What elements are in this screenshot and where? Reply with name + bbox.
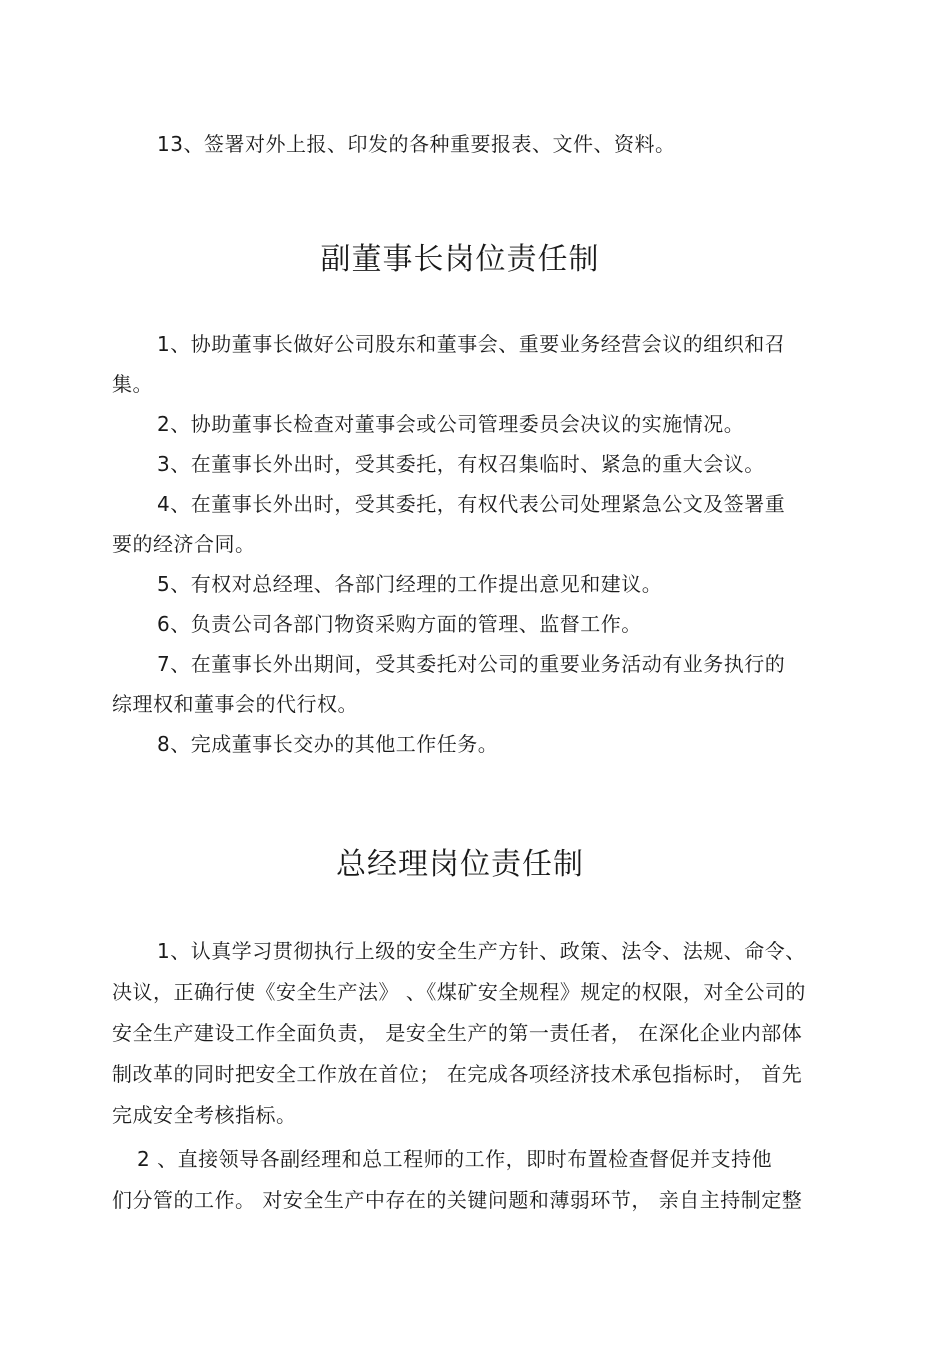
section1-line-9: 7、在董事长外出期间，受其委托对公司的重要业务活动有业务执行的 — [157, 652, 786, 676]
section2-line-7: 们分管的工作。 对安全生产中存在的关键问题和薄弱环节， 亲自主持制定整 — [112, 1188, 803, 1212]
section1-line-11: 8、完成董事长交办的其他工作任务。 — [157, 732, 499, 756]
section1-line-2: 集。 — [112, 372, 153, 396]
section1-line-7: 5、有权对总经理、各部门经理的工作提出意见和建议。 — [157, 572, 663, 596]
section1-line-5: 4、在董事长外出时，受其委托，有权代表公司处理紧急公文及签署重 — [157, 492, 786, 516]
section-title-general-manager: 总经理岗位责任制 — [336, 847, 584, 882]
section2-line-6: 2 、直接领导各副经理和总工程师的工作，即时布置检查督促并支持他 — [137, 1147, 773, 1171]
section1-line-3: 2、协助董事长检查对董事会或公司管理委员会决议的实施情况。 — [157, 412, 745, 436]
section2-line-2: 决议，正确行使《安全生产法》 、《煤矿安全规程》规定的权限，对全公司的 — [112, 980, 806, 1004]
section1-line-1: 1、协助董事长做好公司股东和董事会、重要业务经营会议的组织和召 — [157, 332, 786, 356]
section1-line-10: 综理权和董事会的代行权。 — [112, 692, 358, 716]
section1-line-6: 要的经济合同。 — [112, 532, 256, 556]
section1-line-8: 6、负责公司各部门物资采购方面的管理、监督工作。 — [157, 612, 642, 636]
list-item-13: 13、签署对外上报、印发的各种重要报表、文件、资料。 — [157, 132, 676, 156]
section-title-vice-chairman: 副董事长岗位责任制 — [320, 242, 600, 277]
section2-line-3: 安全生产建设工作全面负责， 是安全生产的第一责任者， 在深化企业内部体 — [112, 1021, 803, 1045]
section2-line-4: 制改革的同时把安全工作放在首位； 在完成各项经济技术承包指标时， 首先 — [112, 1062, 803, 1086]
section1-line-4: 3、在董事长外出时，受其委托，有权召集临时、紧急的重大会议。 — [157, 452, 765, 476]
section2-line-5: 完成安全考核指标。 — [112, 1103, 297, 1127]
section2-line-1: 1、认真学习贯彻执行上级的安全生产方针、政策、法令、法规、命令、 — [157, 939, 806, 963]
